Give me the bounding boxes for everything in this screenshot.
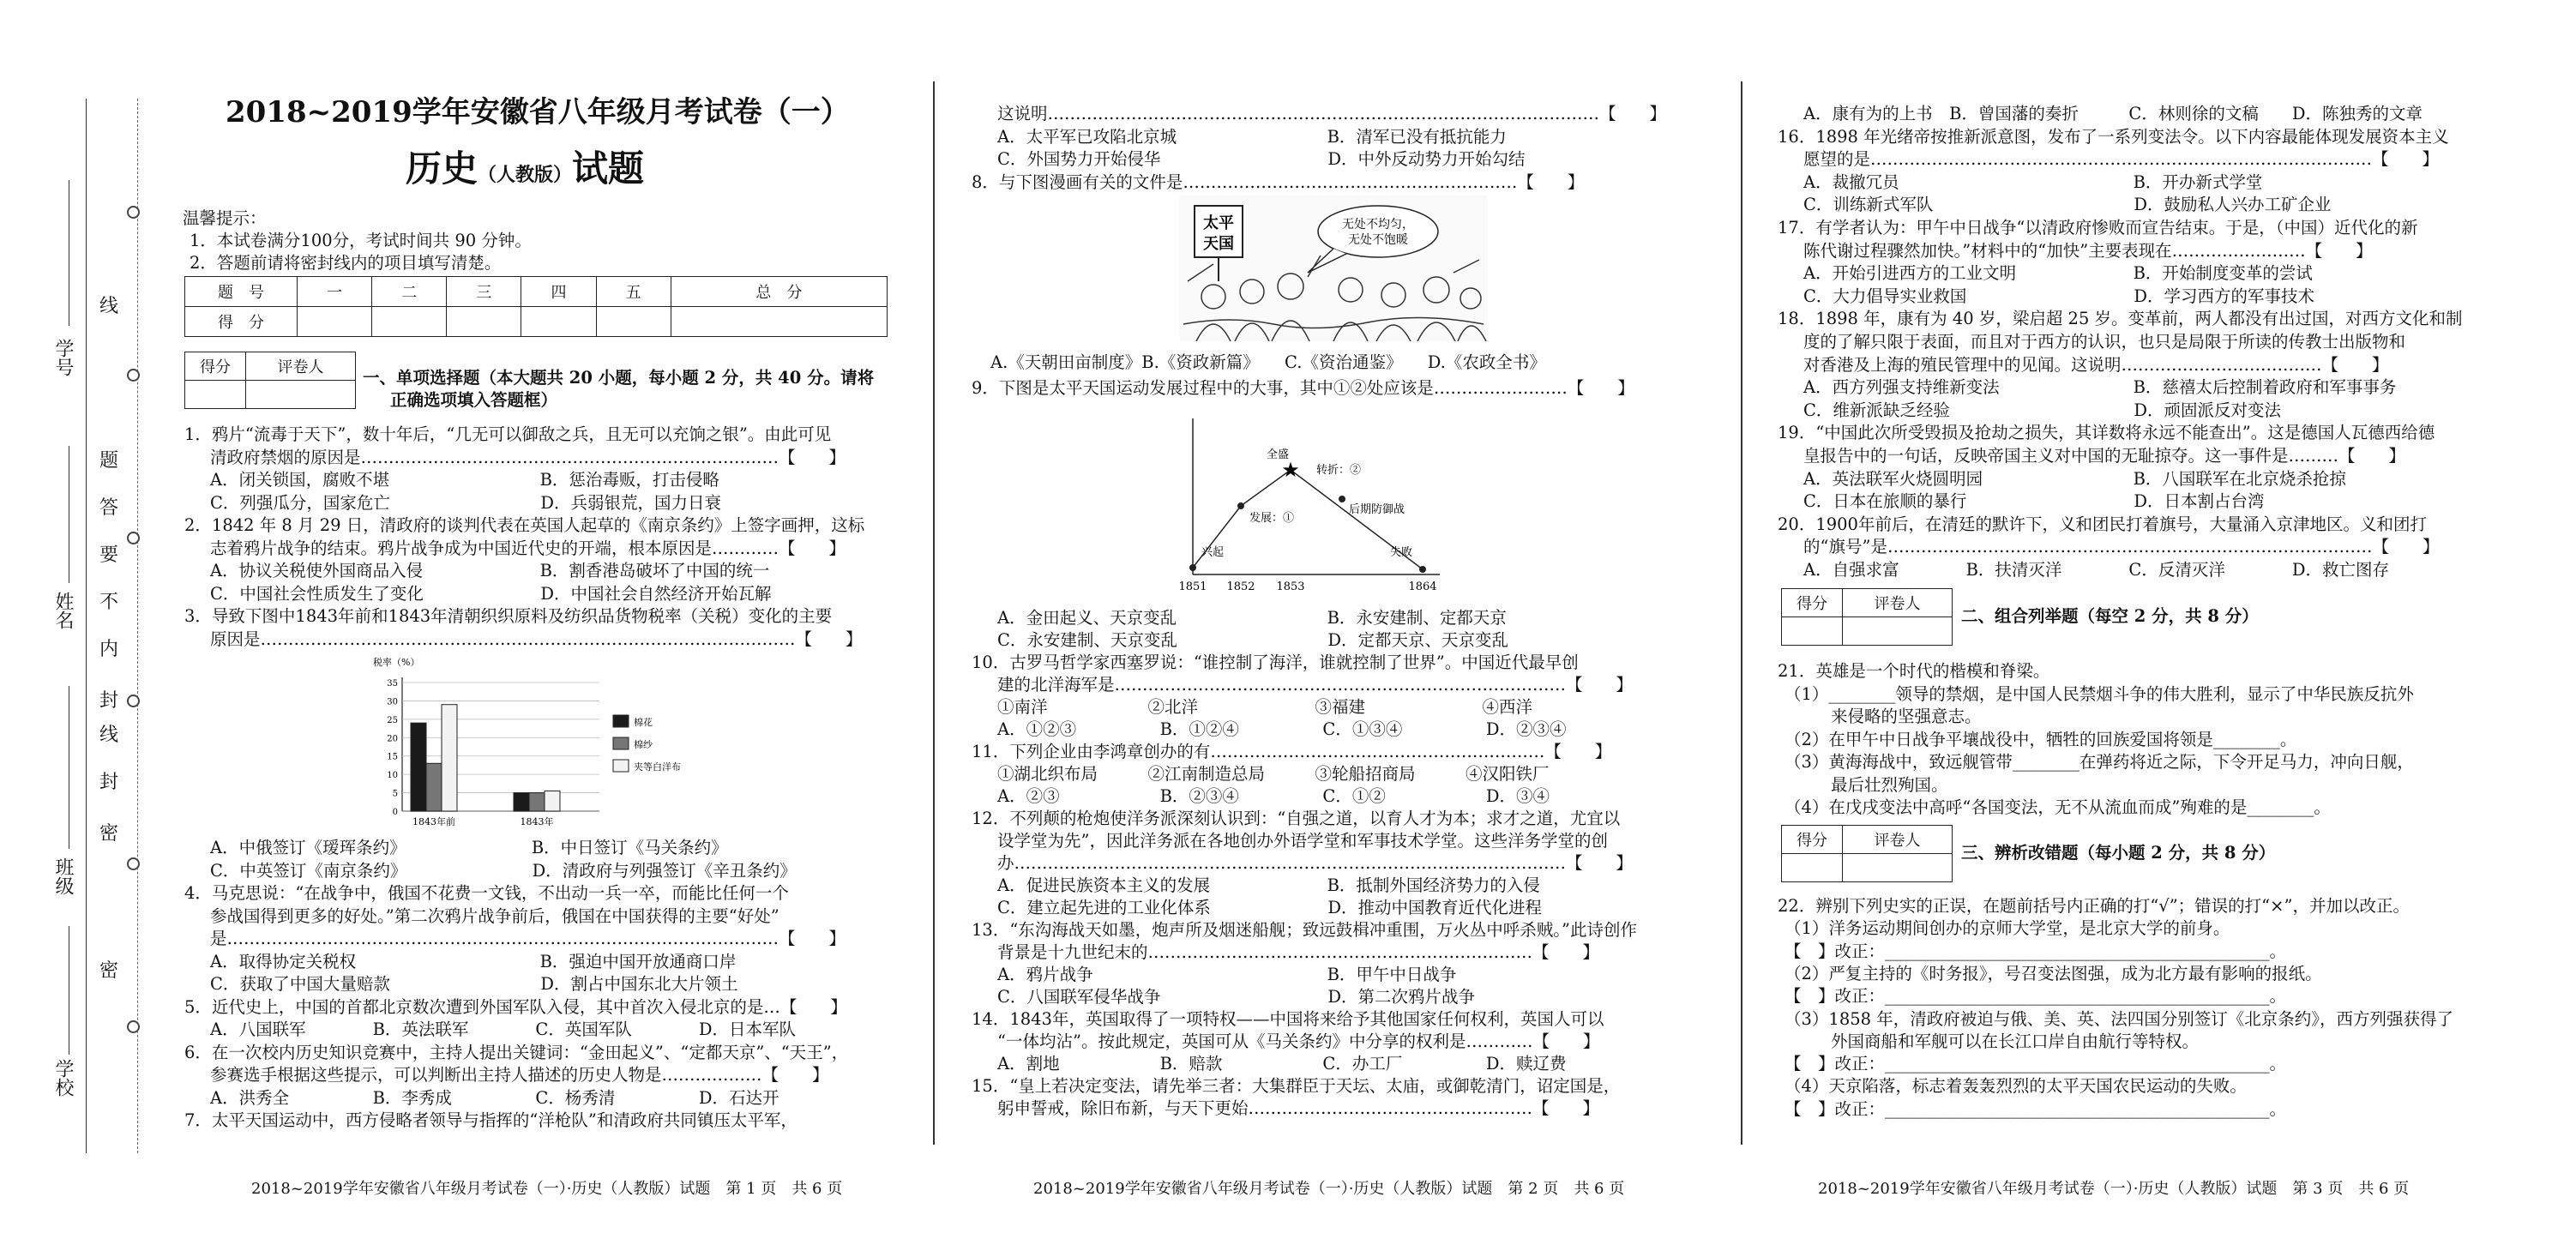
question-line: A．西方列强支持维新变法 B．慈禧太后控制着政府和军事事务	[1803, 377, 2397, 398]
question-line: A．鸦片战争 B．甲午中日战争	[997, 965, 1457, 984]
question-line: 20．1900年前后，在清廷的默许下，义和团民打着旗号，大量涌入京津地区。义和团打	[1778, 514, 2427, 534]
question-line: A．②③ B．②③④ C．①② D．③④	[997, 786, 1550, 806]
grader-score-label: 得分	[1782, 589, 1843, 617]
question-line: A．金田起义、天京变乱 B．永安建制、定都天京	[997, 608, 1507, 628]
question-line: A．太平军已攻陷北京城 B．清军已没有抵抗能力	[997, 126, 1507, 147]
cartoon-sign: 天国	[1203, 235, 1234, 253]
timeline-year: 1851	[1178, 580, 1207, 593]
question-line: （4）天京陷落，标志着轰轰烈烈的太平天国农民运动的失败。	[1785, 1076, 2247, 1097]
score-input-cell[interactable]	[671, 307, 887, 337]
chart-bar	[442, 705, 457, 811]
question-line: 2．1842 年 8 月 29 日，清政府的谈判代表在英国人起草的《南京条约》上签字画押，这标	[184, 515, 865, 535]
section-heading: 三、辨析改错题（每小题 2 分，共 8 分）	[1961, 843, 2276, 863]
score-cell: 一	[298, 277, 372, 307]
tariff-bar-chart	[371, 652, 766, 842]
question-line: 7．太平天国运动中，西方侵略者领导与指挥的“洋枪队”和清政府共同镇压太平军，	[184, 1110, 797, 1130]
score-cell: 总 分	[671, 277, 887, 307]
chart-ytick-label: 30	[387, 697, 398, 707]
chart-legend-label: 棉纱	[634, 739, 653, 750]
question-line: “一体均沾”。按此规定，英国可从《马关条约》中分享的权利是…………【 】	[997, 1031, 1600, 1051]
notice-title: 温馨提示：	[183, 208, 267, 228]
question-line: 19．“中国此次所受毁损及抢劫之损失，其详数将永远不能查出”。这是德国人瓦德西给德	[1778, 423, 2435, 443]
question-line: A．中俄签订《瑷珲条约》 B．中日签订《马关条约》	[210, 838, 728, 857]
question-line: C．列强瓜分，国家危亡 D．兵弱银荒，国力日衰	[210, 492, 722, 513]
question-line: A．割地 B．赔款 C．办工厂 D．赎辽费	[997, 1054, 1567, 1074]
binding-line-left	[86, 99, 87, 1153]
seal-char: 答	[99, 497, 119, 519]
seal-char: 不	[99, 592, 119, 613]
question-line: 22．辨别下列史实的正误，在题前括号内正确的打“√”；错误的打“×”，并加以改正。	[1778, 896, 2410, 916]
question-line: （4）在戊戌变法中高呼“各国变法，无不从流血而成”殉难的是________。	[1785, 797, 2331, 817]
question-line: 1．鸦片“流毒于天下”，数十年后，“几无可以御敌之兵，且无可以充饷之银”。由此可见	[184, 424, 832, 444]
seal-char: 要	[99, 544, 119, 566]
timeline-label-peak: 全盛	[1267, 448, 1290, 461]
binding-hole	[127, 1020, 140, 1033]
chart-legend-swatch	[613, 760, 629, 772]
cartoon-sign: 太平	[1203, 214, 1234, 232]
binding-hole	[127, 369, 140, 382]
timeline-year: 1864	[1408, 580, 1437, 593]
grader-box	[184, 352, 356, 409]
chart-ylabel: 税率（%）	[373, 657, 420, 668]
timeline-year: 1852	[1226, 580, 1255, 593]
question-line: C．中英签订《南京条约》 D．清政府与列强签订《辛丑条约》	[210, 860, 797, 881]
seal-char: 封	[99, 690, 119, 712]
question-line: 建的北洋海军是………………………………………………………………………【 】	[997, 675, 1634, 695]
chart-ytick-label: 10	[387, 771, 398, 781]
cartoon-bubble-text: 无处不饱暖	[1348, 233, 1408, 247]
question-line: （2）在甲午中日战争平壤战役中，牺牲的回族爱国将领是________。	[1785, 729, 2297, 749]
cartoon-bubble-text: 无处不均匀，	[1342, 218, 1414, 232]
grader-box	[1781, 588, 1953, 646]
question-line: 【 】改正：______________________________________________。	[1785, 1098, 2287, 1119]
seal-char: 线	[99, 296, 119, 317]
seal-char: 封	[99, 772, 119, 793]
question-line: 对香港及上海的殖民管理中的见闻。这说明………………………………【 】	[1803, 354, 2389, 375]
seal-char: 密	[99, 960, 119, 982]
page-footer: 2018~2019学年安徽省八年级月考试卷（一）·历史（人教版）试题 第 1 页 共 6 页	[251, 1180, 843, 1198]
question-line: 5．近代史上，中国的首都北京数次遭到外国军队入侵，其中首次入侵北京的是…【 】	[184, 996, 847, 1017]
subject-title: 历史（人教版）试题	[406, 147, 645, 189]
binding-line-dash	[137, 99, 138, 1153]
timeline-year: 1853	[1276, 580, 1305, 593]
question-line: 4．马克思说：“在战争中，俄国不花费一文钱，不出动一兵一卒，而能比任何一个	[184, 883, 789, 903]
score-cell: 五	[596, 277, 671, 307]
question-line: （3）1858 年，清政府被迫与俄、美、英、法四国分别签订《北京条约》，西方列强获得了	[1785, 1008, 2453, 1029]
question-line: 的“旗号”是……………………………………………………………………………【 】	[1803, 537, 2440, 557]
chart-bar	[411, 723, 426, 811]
seal-char: 内	[99, 639, 119, 660]
notice-line: 1．本试卷满分100分，考试时间共 90 分钟。	[190, 231, 532, 250]
grader-score-label: 得分	[185, 352, 246, 381]
score-input-cell[interactable]	[447, 307, 521, 337]
question-line: 15．“皇上若决定变法，请先举三者：大集群臣于天坛、太庙，或御乾清门，诏定国是，	[972, 1076, 1621, 1096]
taiping-cartoon	[1179, 195, 1488, 341]
timeline-label-later: 后期防御战	[1349, 503, 1405, 516]
question-line: A．自强求富 B．扶清灭洋 C．反清灭洋 D．救亡图存	[1803, 560, 2389, 580]
score-cell: 题 号	[185, 277, 298, 307]
page-footer: 2018~2019学年安徽省八年级月考试卷（一）·历史（人教版）试题 第 2 页 共 6 页	[1033, 1180, 1625, 1198]
chart-bar	[545, 791, 560, 811]
seal-char: 线	[99, 725, 119, 746]
question-line: A．裁撤冗员 B．开办新式学堂	[1803, 171, 2263, 192]
question-line: C．日本在旅顺的暴行 D．日本割占台湾	[1803, 491, 2265, 512]
question-line: 【 】改正：______________________________________________。	[1785, 1054, 2287, 1074]
chart-xtick-label: 1843年	[520, 816, 554, 827]
question-line: C．永安建制、天京变乱 D．定都天京、天京变乱	[997, 630, 1509, 650]
timeline-label-turn: 转折：②	[1316, 464, 1362, 477]
chart-bar	[529, 793, 545, 811]
question-line: C．训练新式军队 D．鼓励私人兴办工矿企业	[1803, 195, 2332, 215]
score-cell: 得 分	[185, 307, 298, 337]
question-line: 14．1843年，英国取得了一项特权——中国将来给予其他国家任何权利，英国人可以	[972, 1009, 1604, 1029]
score-input-cell[interactable]	[298, 307, 372, 337]
question-line: （2）严复主持的《时务报》，号召变法图强，成为北方最有影响的报纸。	[1785, 963, 2322, 983]
grader-score-label: 得分	[1782, 826, 1843, 854]
question-line: 【 】改正：______________________________________________。	[1785, 986, 2287, 1007]
question-line: （1）洋务运动期间创办的京师大学堂，是北京大学的前身。	[1785, 918, 2230, 939]
question-line: A．英法联军火烧圆明园 B．八国联军在北京烧杀抢掠	[1803, 468, 2346, 489]
question-line: C．八国联军侵华战争 D．第二次鸦片战争	[997, 987, 1476, 1007]
question-line: 设学堂为先”，因此洋务派在各地创办外语学堂和军事技术学堂。这些洋务学堂的创	[997, 831, 1608, 851]
question-line: 是………………………………………………………………………………………【 】	[210, 929, 846, 948]
binding-margin	[0, 0, 119, 1239]
question-line: C．获取了中国大量赔款 D．割占中国东北大片领土	[210, 974, 738, 994]
question-line: A．闭关锁国，腐败不堪 B．惩治毒贩，打击侵略	[210, 470, 719, 490]
taiping-timeline	[1171, 403, 1462, 598]
score-cell: 三	[447, 277, 521, 307]
score-cell: 四	[521, 277, 596, 307]
class-label: 班级	[52, 857, 74, 895]
score-table-header-row	[185, 277, 888, 307]
grader-score-input[interactable]	[185, 381, 246, 409]
question-line: ①南洋 ②北洋 ③福建 ④西洋	[997, 697, 1533, 717]
question-line: 参赛选手根据这些提示，可以判断出主持人描述的历史人物是………………【 】	[210, 1065, 829, 1085]
question-line: A．开始引进西方的工业文明 B．开始制度变革的尝试	[1803, 263, 2313, 284]
question-line: 愿望的是………………………………………………………………………………【 】	[1803, 149, 2440, 170]
question-line: 最后壮烈殉国。	[1831, 774, 1948, 795]
question-line: 6．在一次校内历史知识竞赛中，主持人提出关键词：“金田起义”、“定都天京”、“天王”，	[184, 1042, 849, 1062]
binding-hole	[127, 857, 140, 870]
score-cell: 二	[372, 277, 447, 307]
question-line: 皇报告中的一句话，反映帝国主义对中国的无耻掠夺。这一事件是………【 】	[1803, 446, 2406, 466]
question-line: 13．“东沟海战天如墨，炮声所及烟迷船舰；致远鼓楫冲重围，万火丛中呼杀贼。”此诗创作	[972, 920, 1638, 940]
question-line: C．维新派缺乏经验 D．顽固派反对变法	[1803, 400, 2282, 420]
chart-legend-label: 棉花	[634, 717, 653, 728]
question-line: 12．不列颠的枪炮使洋务派深刻认识到：“自强之道，以育人才为本；求才之道，尤宜以	[972, 809, 1621, 828]
chart-ytick-label: 25	[387, 715, 398, 725]
q9-stem: 9．下图是太平天国运动发展过程中的大事，其中①②处应该是……………………【 】	[972, 378, 1634, 398]
question-line: A．康有为的上书 B．曾国藩的奏折 C．林则徐的文稿 D．陈独秀的文章	[1803, 104, 2423, 123]
grader-box	[1781, 825, 1953, 882]
exam-page-1	[176, 0, 913, 1239]
question-line: A．促进民族资本主义的发展 B．抵制外国经济势力的入侵	[997, 875, 1540, 895]
question-line: 躬申誓戒，除旧布新，与天下更始……………………………………………【 】	[997, 1098, 1600, 1118]
score-table-score-row	[185, 307, 888, 337]
chart-xtick-label: 1843年前	[412, 816, 455, 827]
chart-ytick-label: 20	[387, 734, 398, 744]
question-line: 参战国得到更多的好处。”第二次鸦片战争前后，俄国在中国获得的主要“好处”	[210, 905, 779, 926]
question-line: 10．古罗马哲学家西塞罗说：“谁控制了海洋，谁就控制了世界”。中国近代最早创	[972, 653, 1579, 672]
question-line: 来侵略的坚强意志。	[1831, 707, 1982, 726]
page-divider	[933, 81, 935, 1145]
q8-options: A.《天朝田亩制度》B.《资政新篇》 C.《资治通鉴》 D.《农政全书》	[990, 352, 1546, 372]
timeline-label-develop: 发展：①	[1249, 512, 1295, 525]
chart-ytick-label: 0	[392, 808, 398, 817]
grader-score-input[interactable]	[1782, 617, 1843, 646]
name-label: 姓名	[52, 592, 74, 629]
grader-name-input[interactable]	[1843, 617, 1953, 646]
student-id-label: 学号	[52, 339, 74, 376]
question-line: 清政府禁烟的原因是…………………………………………………………………【 】	[210, 447, 846, 467]
school-label: 学校	[52, 1059, 74, 1097]
timeline-label-rise: 兴起	[1201, 546, 1225, 559]
timeline-label-fail: 失败	[1390, 546, 1413, 559]
binding-hole	[127, 206, 140, 219]
score-table	[184, 276, 888, 337]
question-line: 3．导致下图中1843年前和1843年清朝织织原料及纺织品货物税率（关税）变化的主要	[184, 606, 833, 626]
chart-legend-swatch	[613, 737, 629, 749]
grader-label: 评卷人	[246, 352, 356, 381]
question-line: 【 】改正：______________________________________________。	[1785, 941, 2287, 961]
seal-char: 题	[99, 450, 119, 472]
exam-page-3	[1771, 0, 2543, 1239]
score-input-cell[interactable]	[521, 307, 596, 337]
question-line: A．取得协定关税权 B．强迫中国开放通商口岸	[210, 951, 737, 971]
question-line: 17．有学者认为：甲午中日战争“以清政府惨败而宣告结束。于是，（中国）近代化的新	[1778, 218, 2418, 238]
grader-name-input[interactable]	[246, 381, 356, 409]
question-line: A．①②③ B．①②④ C．①③④ D．②③④	[997, 719, 1567, 739]
chart-bar	[426, 763, 442, 811]
chart-legend-label: 夹等白洋布	[634, 761, 681, 773]
grader-label: 评卷人	[1843, 826, 1953, 854]
question-line: 外国商船和军舰可以在长江口岸自由航行等特权。	[1831, 1031, 2200, 1051]
question-line: 原因是……………………………………………………………………………………【 】	[210, 629, 863, 649]
question-line: C．建立起先进的工业化体系 D．推动中国教育近代化进程	[997, 898, 1543, 917]
chart-ytick-label: 35	[387, 679, 398, 689]
question-line: C．中国社会性质发生了变化 D．中国社会自然经济开始瓦解	[210, 583, 772, 604]
question-line: 这说明………………………………………………………………………………………【 】	[997, 104, 1667, 123]
question-line: 背景是十九世纪末的……………………………………………………………【 】	[997, 942, 1600, 962]
grader-score-input[interactable]	[1782, 854, 1843, 882]
question-line: 18．1898 年，康有为 40 岁，梁启超 25 岁。变革前，两人都没有出过国，对西方文化和制	[1778, 309, 2463, 329]
exam-page-2	[965, 0, 1719, 1239]
question-line: ①湖北织布局 ②江南制造总局 ③轮船招商局 ④汉阳铁厂	[997, 764, 1550, 784]
chart-bar	[514, 793, 529, 811]
binding-hole	[127, 532, 140, 544]
question-line: A．洪秀全 B．李秀成 C．杨秀清 D．石达开	[210, 1087, 779, 1108]
grader-name-input[interactable]	[1843, 854, 1953, 882]
chart-legend-swatch	[613, 715, 629, 727]
section-heading: 正确选项填入答题框）	[390, 390, 558, 410]
page-footer: 2018~2019学年安徽省八年级月考试卷（一）·历史（人教版）试题 第 3 页 共 6 页	[1818, 1180, 2410, 1198]
svg-text:★: ★	[1281, 458, 1300, 482]
chart-ytick-label: 15	[387, 752, 398, 762]
question-line: A．协议关税使外国商品入侵 B．割香港岛破坏了中国的统一	[210, 561, 770, 580]
grader-label: 评卷人	[1843, 589, 1953, 617]
question-line: 16．1898 年光绪帝按推新派意图，发布了一系列变法令。以下内容最能体现发展资本主义	[1778, 126, 2449, 147]
binding-hole	[127, 695, 140, 707]
question-line: C．外国势力开始侵华 D．中外反动势力开始勾结	[997, 149, 1526, 169]
question-line: （3）黄海海战中，致远舰管带________在弹药将近之际，下令开足马力，冲向日舰，	[1785, 752, 2414, 772]
notice-line: 2．答题前请将密封线内的项目填写清楚。	[190, 253, 502, 273]
chart-ytick-label: 5	[392, 789, 398, 799]
page-divider	[1741, 81, 1742, 1145]
question-line: 21．英雄是一个时代的楷模和脊梁。	[1778, 661, 2050, 681]
question-line: 陈代谢过程骤然加快。”材料中的“加快”主要表现在……………………【 】	[1803, 240, 2373, 261]
score-input-cell[interactable]	[596, 307, 671, 337]
section-heading: 一、单项选择题（本大题共 20 小题，每小题 2 分，共 40 分。请将	[363, 368, 875, 388]
question-line: 度的了解只限于表面，而且对于西方的认识，也只是局限于所读的传教士出版物和	[1803, 332, 2406, 352]
question-line: 志着鸦片战争的结束。鸦片战争成为中国近代史的开端，根本原因是…………【 】	[210, 538, 846, 558]
question-line: A．八国联军 B．英法联军 C．英国军队 D．日本军队	[210, 1019, 796, 1039]
question-line: 11．下列企业由李鸿章创办的有……………………………………………………【 】	[972, 742, 1612, 761]
seal-char: 密	[99, 823, 119, 845]
question-line: C．大力倡导实业救国 D．学习西方的军事技术	[1803, 286, 2315, 306]
score-input-cell[interactable]	[372, 307, 447, 337]
exam-title: 2018~2019学年安徽省八年级月考试卷（一）	[226, 95, 850, 129]
question-line: 8．与下图漫画有关的文件是……………………………………………………【 】	[972, 171, 1585, 192]
section-heading: 二、组合列举题（每空 2 分，共 8 分）	[1961, 606, 2259, 626]
question-line: 办………………………………………………………………………………………【 】	[997, 853, 1634, 873]
question-line: （1）________领导的禁烟，是中国人民禁烟斗争的伟大胜利，显示了中华民族反抗外	[1785, 683, 2414, 704]
